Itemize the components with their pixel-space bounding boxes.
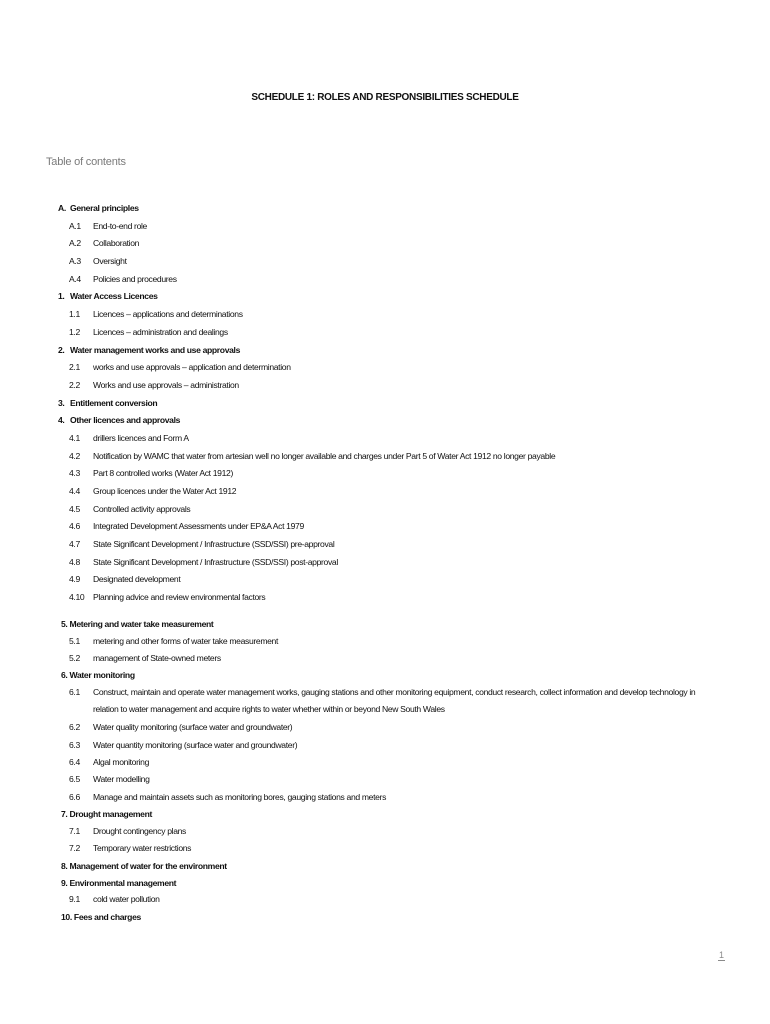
toc-subsection-entry xyxy=(0,465,770,483)
page-title: SCHEDULE 1: ROLES AND RESPONSIBILITIES SCHEDULE xyxy=(251,92,519,103)
toc-subsection-label: Part 8 controlled works (Water Act 1912) xyxy=(93,468,233,479)
toc-subsection-label: Policies and procedures xyxy=(93,273,177,284)
toc-part-two xyxy=(0,616,770,926)
toc-subsection-entry xyxy=(0,235,770,253)
toc-subsection-label: metering and other forms of water take measurement xyxy=(93,635,279,646)
toc-subsection-entry xyxy=(0,754,770,771)
toc-subsection-label: Integrated Development Assessments under EP&A Act 1979 xyxy=(93,521,304,532)
toc-subsection-number: 4.10 xyxy=(69,592,85,603)
toc-subsection-label: Licences – administration and dealings xyxy=(93,326,228,337)
toc-subsection-label: Algal monitoring xyxy=(93,756,150,767)
toc-heading: Table of contents xyxy=(46,156,126,168)
toc-section-entry xyxy=(0,200,770,218)
toc-subsection-number: 6.4 xyxy=(69,756,80,767)
toc-subsection-number: 4.8 xyxy=(69,556,80,567)
toc-subsection-entry xyxy=(0,789,770,806)
toc-section-number: 2. xyxy=(58,344,65,355)
toc-subsection-label: Water quality monitoring (surface water and groundwater) xyxy=(93,722,293,733)
toc-subsection-number: 9.1 xyxy=(69,894,80,905)
toc-subsection-label: Notification by WAMC that water from artesian well no longer available and charges under Part 5 of Water Act 1912 no longer payable xyxy=(93,450,556,461)
toc-subsection-number: 7.1 xyxy=(69,825,80,836)
toc-subsection-entry xyxy=(0,840,770,857)
toc-subsection-label: End-to-end role xyxy=(93,220,147,231)
toc-subsection-label: works and use approvals – application and determination xyxy=(93,362,291,373)
toc-subsection-number: 5.2 xyxy=(69,653,80,663)
toc-subsection-label: Temporary water restrictions xyxy=(93,843,192,854)
toc-subsection-entry xyxy=(0,430,770,448)
toc-subsection-label: drillers licences and Form A xyxy=(93,432,189,443)
toc-section-label: 10. Fees and charges xyxy=(61,911,141,922)
toc-section-entry xyxy=(0,667,770,684)
toc-subsection-number: 4.3 xyxy=(69,468,80,479)
toc-subsection-number: A.4 xyxy=(69,273,81,284)
toc-section-entry xyxy=(0,616,770,633)
toc-section-entry xyxy=(0,909,770,926)
toc-subsection-number: 4.6 xyxy=(69,521,80,532)
toc-subsection-entry xyxy=(0,650,770,667)
toc-section-entry xyxy=(0,342,770,360)
toc-subsection-entry xyxy=(0,483,770,501)
toc-section-entry xyxy=(0,875,770,892)
toc-subsection-label: Construct, maintain and operate water management works, gauging stations and other monitoring equipment, conduct research, collect information and develop technology in relation to water management and acquire rights to water whether within or beyond New South Wales xyxy=(93,687,696,715)
toc-subsection-entry xyxy=(0,771,770,788)
toc-subsection-entry xyxy=(0,324,770,342)
toc-subsection-label: cold water pollution xyxy=(93,894,160,905)
toc-subsection-entry xyxy=(0,823,770,840)
toc-subsection-entry xyxy=(0,719,770,736)
toc-section-number: 4. xyxy=(58,415,65,426)
toc-subsection-number: 6.1 xyxy=(69,687,80,698)
toc-subsection-number: 6.2 xyxy=(69,722,80,733)
toc-subsection-label: Group licences under the Water Act 1912 xyxy=(93,486,237,496)
toc-section-label: Entitlement conversion xyxy=(70,397,158,408)
toc-subsection-entry xyxy=(0,448,770,466)
toc-subsection-number: 2.1 xyxy=(69,362,80,373)
toc-gap xyxy=(0,607,770,616)
toc-subsection-label: State Significant Development / Infrastructure (SSD/SSI) pre-approval xyxy=(93,539,335,550)
toc-section-number: 1. xyxy=(58,291,65,302)
toc-subsection-number: 4.5 xyxy=(69,503,80,514)
toc-section-number: A. xyxy=(58,203,66,213)
toc-subsection-entry xyxy=(0,501,770,519)
toc-subsection-number: 4.4 xyxy=(69,486,80,496)
toc-subsection-number: 4.7 xyxy=(69,539,80,550)
toc-subsection-entry xyxy=(0,891,770,908)
toc-subsection-number: 1.2 xyxy=(69,326,80,337)
toc-part-one xyxy=(0,200,770,607)
toc-subsection-number: 7.2 xyxy=(69,843,80,854)
toc-subsection-label: State Significant Development / Infrastructure (SSD/SSI) post-approval xyxy=(93,556,338,567)
toc-section-entry xyxy=(0,858,770,875)
toc-subsection-number: 1.1 xyxy=(69,309,80,320)
toc-section-label: General principles xyxy=(70,203,139,213)
toc-section-entry xyxy=(0,395,770,413)
toc-section-entry xyxy=(0,288,770,306)
toc-subsection-label: Designated development xyxy=(93,574,181,585)
toc-subsection-number: 5.1 xyxy=(69,635,80,646)
toc-subsection-label: Water quantity monitoring (surface water and groundwater) xyxy=(93,739,298,750)
toc-subsection-entry xyxy=(0,306,770,324)
toc-subsection-entry xyxy=(0,571,770,589)
toc-subsection-number: 6.3 xyxy=(69,739,80,750)
toc-subsection-label: Drought contingency plans xyxy=(93,825,187,836)
toc-section-label: Water Access Licences xyxy=(70,291,158,302)
toc-subsection-number: 4.1 xyxy=(69,432,80,443)
table-of-contents xyxy=(0,200,770,926)
toc-subsection-label: Planning advice and review environmental factors xyxy=(93,592,266,603)
toc-subsection-number: 4.2 xyxy=(69,450,80,461)
toc-subsection-number: A.3 xyxy=(69,256,81,267)
toc-subsection-entry xyxy=(0,271,770,289)
toc-subsection-number: 2.2 xyxy=(69,379,80,390)
toc-subsection-entry xyxy=(0,589,770,607)
toc-section-entry xyxy=(0,806,770,823)
toc-section-number: 3. xyxy=(58,397,65,408)
page-number: 1 xyxy=(719,950,725,960)
toc-subsection-number: 6.6 xyxy=(69,791,80,802)
toc-subsection-label: management of State-owned meters xyxy=(93,653,221,663)
toc-subsection-entry xyxy=(0,737,770,754)
toc-section-label: 8. Management of water for the environment xyxy=(61,860,227,871)
toc-subsection-label: Water modelling xyxy=(93,774,150,785)
toc-subsection-entry xyxy=(0,359,770,377)
toc-subsection-label: Manage and maintain assets such as monitoring bores, gauging stations and meters xyxy=(93,791,387,802)
toc-subsection-label: Oversight xyxy=(93,256,127,267)
toc-section-label: 5. Metering and water take measurement xyxy=(61,618,214,629)
toc-subsection-number: 4.9 xyxy=(69,574,80,585)
toc-subsection-label: Controlled activity approvals xyxy=(93,503,191,514)
toc-subsection-label: Works and use approvals – administration xyxy=(93,379,239,390)
toc-section-label: Other licences and approvals xyxy=(70,415,181,426)
toc-subsection-label: Licences – applications and determinations xyxy=(93,309,243,320)
toc-subsection-number: 6.5 xyxy=(69,774,80,785)
toc-subsection-entry xyxy=(0,554,770,572)
toc-section-label: 6. Water monitoring xyxy=(61,670,135,681)
toc-subsection-label: Collaboration xyxy=(93,238,140,249)
toc-subsection-entry xyxy=(0,218,770,236)
toc-subsection-number: A.2 xyxy=(69,238,81,249)
toc-subsection-entry xyxy=(0,536,770,554)
toc-subsection-entry xyxy=(0,633,770,650)
toc-section-label: 7. Drought management xyxy=(61,809,153,820)
toc-section-label: Water management works and use approvals xyxy=(70,344,241,355)
toc-subsection-number: A.1 xyxy=(69,220,81,231)
toc-subsection-entry xyxy=(0,253,770,271)
toc-subsection-entry xyxy=(0,684,770,719)
toc-subsection-entry xyxy=(0,518,770,536)
toc-subsection-entry xyxy=(0,377,770,395)
toc-section-entry xyxy=(0,412,770,430)
toc-section-label: 9. Environmental management xyxy=(61,877,177,888)
